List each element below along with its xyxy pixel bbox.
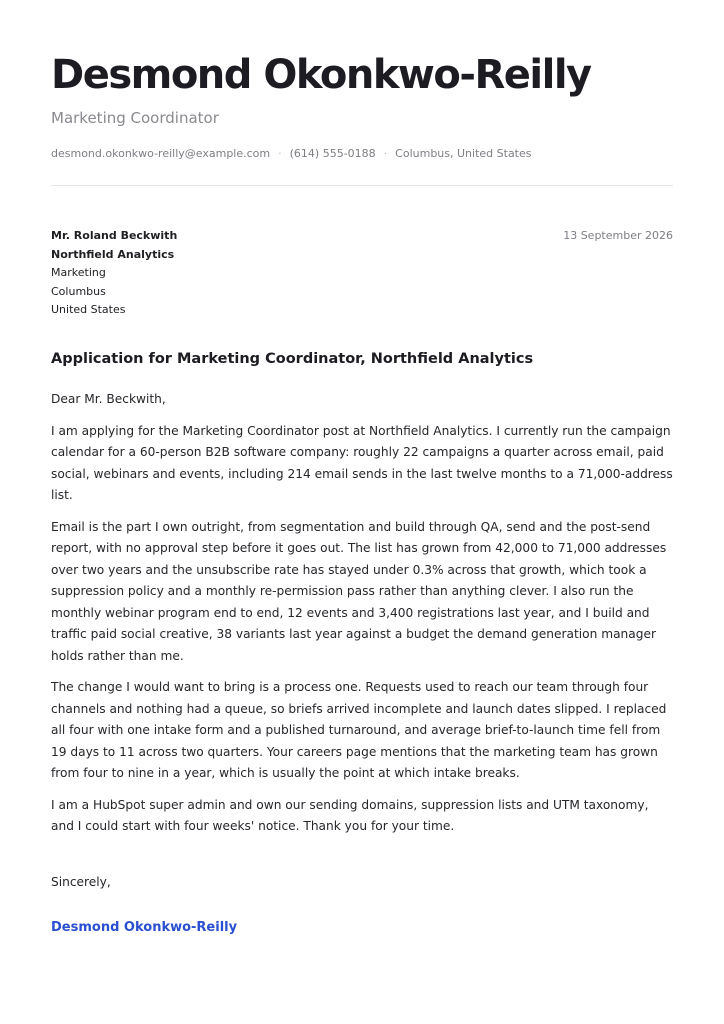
body-paragraph: I am a HubSpot super admin and own our sending domains, suppression lists and UTM taxonomy, and I could start with four weeks' notice. Thank you for your time. xyxy=(51,797,649,833)
letter-date: 13 September 2026 xyxy=(563,229,673,242)
signature-name: Desmond Okonkwo-Reilly xyxy=(51,920,238,935)
body-paragraph: The change I would want to bring is a process one. Requests used to reach our team through four channels and nothing had a queue, so briefs arrived incomplete and launch dates slipped. I replaced all four with one intake form and a published turnaround, and average brief-to-launch time fell from 19 days to 11 across two quarters. Your careers page mentions that the marketing team has grown from four to nine in a year, which is usually the point at which intake breaks. xyxy=(51,680,667,780)
contact-line xyxy=(51,146,532,162)
recipient-block xyxy=(51,227,177,320)
body-paragraph: Email is the part I own outright, from segmentation and build through QA, send and the post-send report, with no approval step before it goes out. The list has grown from 42,000 to 71,000 addresses over two years and the unsubscribe rate has stayed under 0.3% across that growth, which took a suppression policy and a monthly re-permission pass rather than anything clever. I also run the monthly webinar program end to end, 12 events and 3,400 registrations last year, and I build and traffic paid social creative, 38 variants last year against a budget the demand generation manager holds rather than me. xyxy=(51,519,667,663)
applicant-name: Desmond Okonkwo-Reilly xyxy=(51,52,591,98)
recipient-country: United States xyxy=(51,303,126,316)
letter-body xyxy=(51,389,673,848)
body-paragraph: I am applying for the Marketing Coordinator post at Northfield Analytics. I currently run the campaign calendar for a 60-person B2B software company: roughly 22 campaigns a quarter across email, paid social, webinars and events, including 214 email sends in the last twelve months to a 71,000-address list. xyxy=(51,423,673,502)
applicant-role: Marketing Coordinator xyxy=(51,109,219,127)
recipient-company: Northfield Analytics xyxy=(51,247,175,261)
separator: · xyxy=(278,147,282,160)
header-divider xyxy=(51,185,673,186)
recipient-department: Marketing xyxy=(51,266,106,279)
salutation: Dear Mr. Beckwith, xyxy=(51,392,166,406)
recipient-city: Columbus xyxy=(51,284,106,298)
location-text: Columbus, United States xyxy=(395,147,532,160)
email-text[interactable]: desmond.okonkwo-reilly@example.com xyxy=(51,147,271,160)
phone-text[interactable]: (614) 555-0188 xyxy=(289,147,376,160)
letter-subject: Application for Marketing Coordinator, Northfield Analytics xyxy=(51,351,534,367)
closing: Sincerely, xyxy=(51,875,111,889)
recipient-name: Mr. Roland Beckwith xyxy=(51,229,178,242)
separator: · xyxy=(383,147,388,160)
